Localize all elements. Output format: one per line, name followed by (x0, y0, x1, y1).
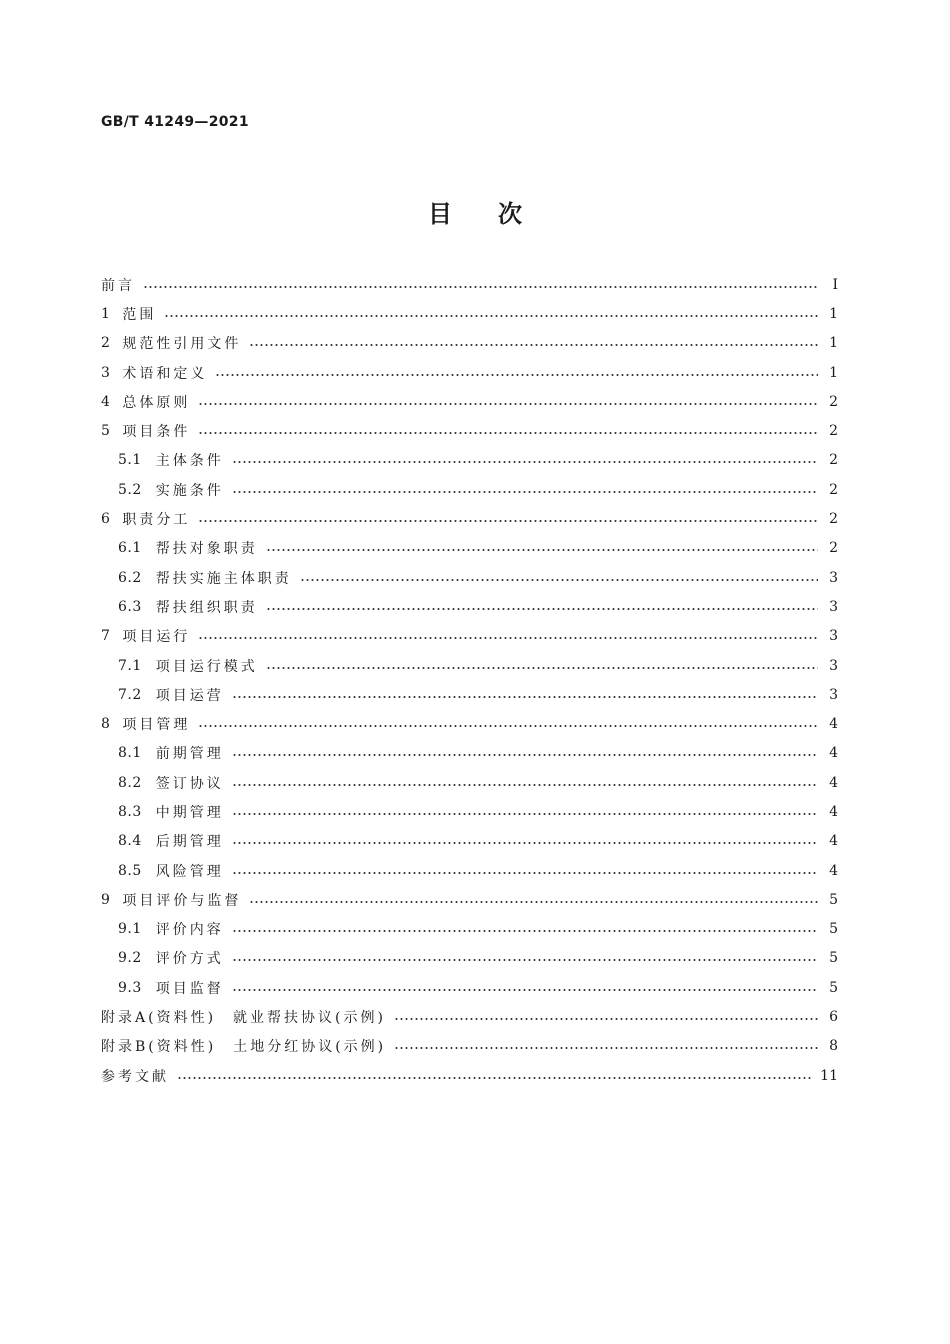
toc-entry[interactable] (101, 358, 838, 387)
table-of-contents (101, 270, 838, 1090)
dot-leader (266, 667, 818, 669)
toc-entry-title: 总体原则 (122, 394, 191, 411)
toc-entry[interactable] (101, 680, 838, 709)
dot-leader (198, 725, 818, 727)
toc-entry-title: 项目运行 (122, 629, 191, 646)
toc-entry-page: 3 (829, 569, 838, 586)
toc-entry[interactable] (101, 827, 838, 856)
toc-entry-page: 2 (829, 393, 838, 410)
toc-entry[interactable] (101, 534, 838, 563)
toc-entry-page: 4 (829, 774, 838, 791)
toc-entry-number: 8 (101, 716, 111, 733)
toc-entry[interactable] (101, 885, 838, 914)
dot-leader (198, 637, 818, 639)
toc-entry-page: 5 (829, 950, 838, 967)
toc-entry-number: 2 (101, 335, 111, 352)
toc-entry-page: 2 (829, 481, 838, 498)
toc-entry-page: 3 (829, 686, 838, 703)
dot-leader (394, 1047, 818, 1049)
toc-entry-number: 8.2 (118, 774, 142, 791)
toc-entry-title: 主体条件 (155, 453, 224, 470)
toc-entry-title: 项目管理 (122, 717, 191, 734)
toc-entry[interactable] (101, 416, 838, 445)
toc-entry-page: 4 (829, 716, 838, 733)
dot-leader (232, 842, 818, 844)
toc-entry-title: 项目运行模式 (155, 658, 258, 675)
toc-entry-page: 8 (829, 1038, 838, 1055)
dot-leader (232, 784, 818, 786)
toc-entry-page: 4 (829, 803, 838, 820)
toc-entry-page: 5 (829, 921, 838, 938)
toc-entry-page: 4 (829, 833, 838, 850)
dot-leader (249, 901, 818, 903)
toc-entry-title: 评价方式 (155, 951, 224, 968)
toc-entry-title: 术语和定义 (122, 365, 208, 382)
toc-entry-title: 帮扶实施主体职责 (155, 570, 292, 587)
toc-entry-number: 9.3 (118, 979, 142, 996)
toc-entry-title: 项目条件 (122, 424, 191, 441)
toc-entry[interactable] (101, 563, 838, 592)
toc-entry-page: 2 (829, 452, 838, 469)
page-title: 目次 (428, 200, 568, 228)
toc-entry-number: 5.1 (118, 452, 142, 469)
toc-entry-number: 4 (101, 393, 111, 410)
toc-entry-page: Ⅰ (832, 276, 838, 293)
toc-entry-title: 前言 (101, 277, 135, 294)
dot-leader (266, 608, 818, 610)
toc-entry-title: 职责分工 (122, 512, 191, 529)
toc-entry-page: 3 (829, 598, 838, 615)
toc-entry-title: 风险管理 (155, 863, 224, 880)
dot-leader (232, 813, 818, 815)
toc-entry-title: 后期管理 (155, 834, 224, 851)
toc-entry-title: 中期管理 (155, 804, 224, 821)
toc-entry-title: 项目评价与监督 (122, 892, 242, 909)
dot-leader (300, 579, 818, 581)
toc-entry-title: 规范性引用文件 (122, 336, 242, 353)
toc-entry-page: 3 (829, 657, 838, 674)
toc-entry-number: 6.1 (118, 540, 142, 557)
toc-entry-page: 2 (829, 423, 838, 440)
toc-entry-number: 8.4 (118, 833, 142, 850)
dot-leader (232, 461, 818, 463)
toc-entry-number: 7 (101, 628, 111, 645)
dot-leader (232, 696, 818, 698)
toc-entry-number: 1 (101, 305, 111, 322)
toc-entry-number: 9.2 (118, 950, 142, 967)
toc-entry[interactable] (101, 1032, 838, 1061)
toc-entry-title: 范围 (122, 306, 157, 323)
dot-leader (143, 286, 818, 288)
toc-entry-page: 1 (829, 364, 838, 381)
toc-entry-title: 项目运营 (155, 687, 224, 704)
toc-entry-page: 5 (829, 979, 838, 996)
toc-entry-page: 2 (829, 511, 838, 528)
toc-entry-number: 7.2 (118, 686, 142, 703)
toc-entry-number: 8.5 (118, 862, 142, 879)
toc-entry-number: 8.1 (118, 745, 142, 762)
toc-entry-title: 项目监督 (155, 980, 224, 997)
toc-entry-number: 6 (101, 511, 111, 528)
dot-leader (232, 754, 818, 756)
dot-leader (249, 344, 818, 346)
dot-leader (198, 432, 818, 434)
dot-leader (198, 520, 818, 522)
dot-leader (232, 959, 818, 961)
toc-entry-page: 4 (829, 862, 838, 879)
toc-entry-number: 9 (101, 891, 111, 908)
toc-entry-number: 9.1 (118, 921, 142, 938)
standard-code: GB/T 41249—2021 (101, 114, 249, 130)
toc-entry-title: 附录B(资料性) 土地分红协议(示例) (101, 1039, 387, 1056)
toc-entry-number: 5 (101, 423, 111, 440)
toc-entry[interactable] (101, 973, 838, 1002)
toc-entry[interactable] (101, 797, 838, 826)
toc-entry[interactable] (101, 709, 838, 738)
toc-entry-title: 签订协议 (155, 775, 224, 792)
toc-entry-number: 6.3 (118, 598, 142, 615)
dot-leader (232, 930, 818, 932)
dot-leader (232, 491, 818, 493)
toc-entry[interactable] (101, 592, 838, 621)
toc-entry-page: 1 (829, 335, 838, 352)
toc-entry-number: 6.2 (118, 569, 142, 586)
dot-leader (232, 989, 818, 991)
dot-leader (198, 403, 818, 405)
toc-entry[interactable] (101, 739, 838, 768)
toc-entry[interactable] (101, 387, 838, 416)
toc-entry[interactable] (101, 1002, 838, 1031)
toc-entry[interactable] (101, 651, 838, 680)
toc-entry-title: 帮扶组织职责 (155, 599, 258, 616)
dot-leader (177, 1077, 812, 1079)
dot-leader (232, 872, 818, 874)
toc-entry[interactable] (101, 622, 838, 651)
dot-leader (164, 315, 818, 317)
toc-entry-title: 实施条件 (155, 482, 224, 499)
toc-entry-number: 7.1 (118, 657, 142, 674)
toc-entry-page: 1 (829, 305, 838, 322)
dot-leader (215, 374, 818, 376)
dot-leader (266, 549, 818, 551)
toc-entry-title: 评价内容 (155, 922, 224, 939)
toc-entry[interactable] (101, 504, 838, 533)
dot-leader (394, 1018, 818, 1020)
toc-entry-page: 2 (829, 540, 838, 557)
toc-entry[interactable] (101, 856, 838, 885)
toc-entry-title: 参考文献 (101, 1068, 169, 1085)
toc-entry-page: 3 (829, 628, 838, 645)
toc-entry-page: 5 (829, 891, 838, 908)
toc-entry[interactable] (101, 446, 838, 475)
toc-entry-page: 11 (820, 1067, 838, 1084)
toc-entry[interactable] (101, 270, 838, 299)
toc-entry-number: 3 (101, 364, 111, 381)
toc-entry-number: 8.3 (118, 803, 142, 820)
toc-entry-title: 帮扶对象职责 (155, 541, 258, 558)
toc-entry[interactable] (101, 768, 838, 797)
toc-entry[interactable] (101, 915, 838, 944)
toc-entry-number: 5.2 (118, 481, 142, 498)
toc-entry[interactable] (101, 475, 838, 504)
toc-entry-page: 4 (829, 745, 838, 762)
toc-entry[interactable] (101, 329, 838, 358)
toc-entry[interactable] (101, 1061, 838, 1090)
toc-entry-title: 附录A(资料性) 就业帮扶协议(示例) (101, 1010, 386, 1027)
toc-entry[interactable] (101, 299, 838, 328)
toc-entry-title: 前期管理 (155, 746, 224, 763)
toc-entry-page: 6 (829, 1009, 838, 1026)
toc-entry[interactable] (101, 944, 838, 973)
